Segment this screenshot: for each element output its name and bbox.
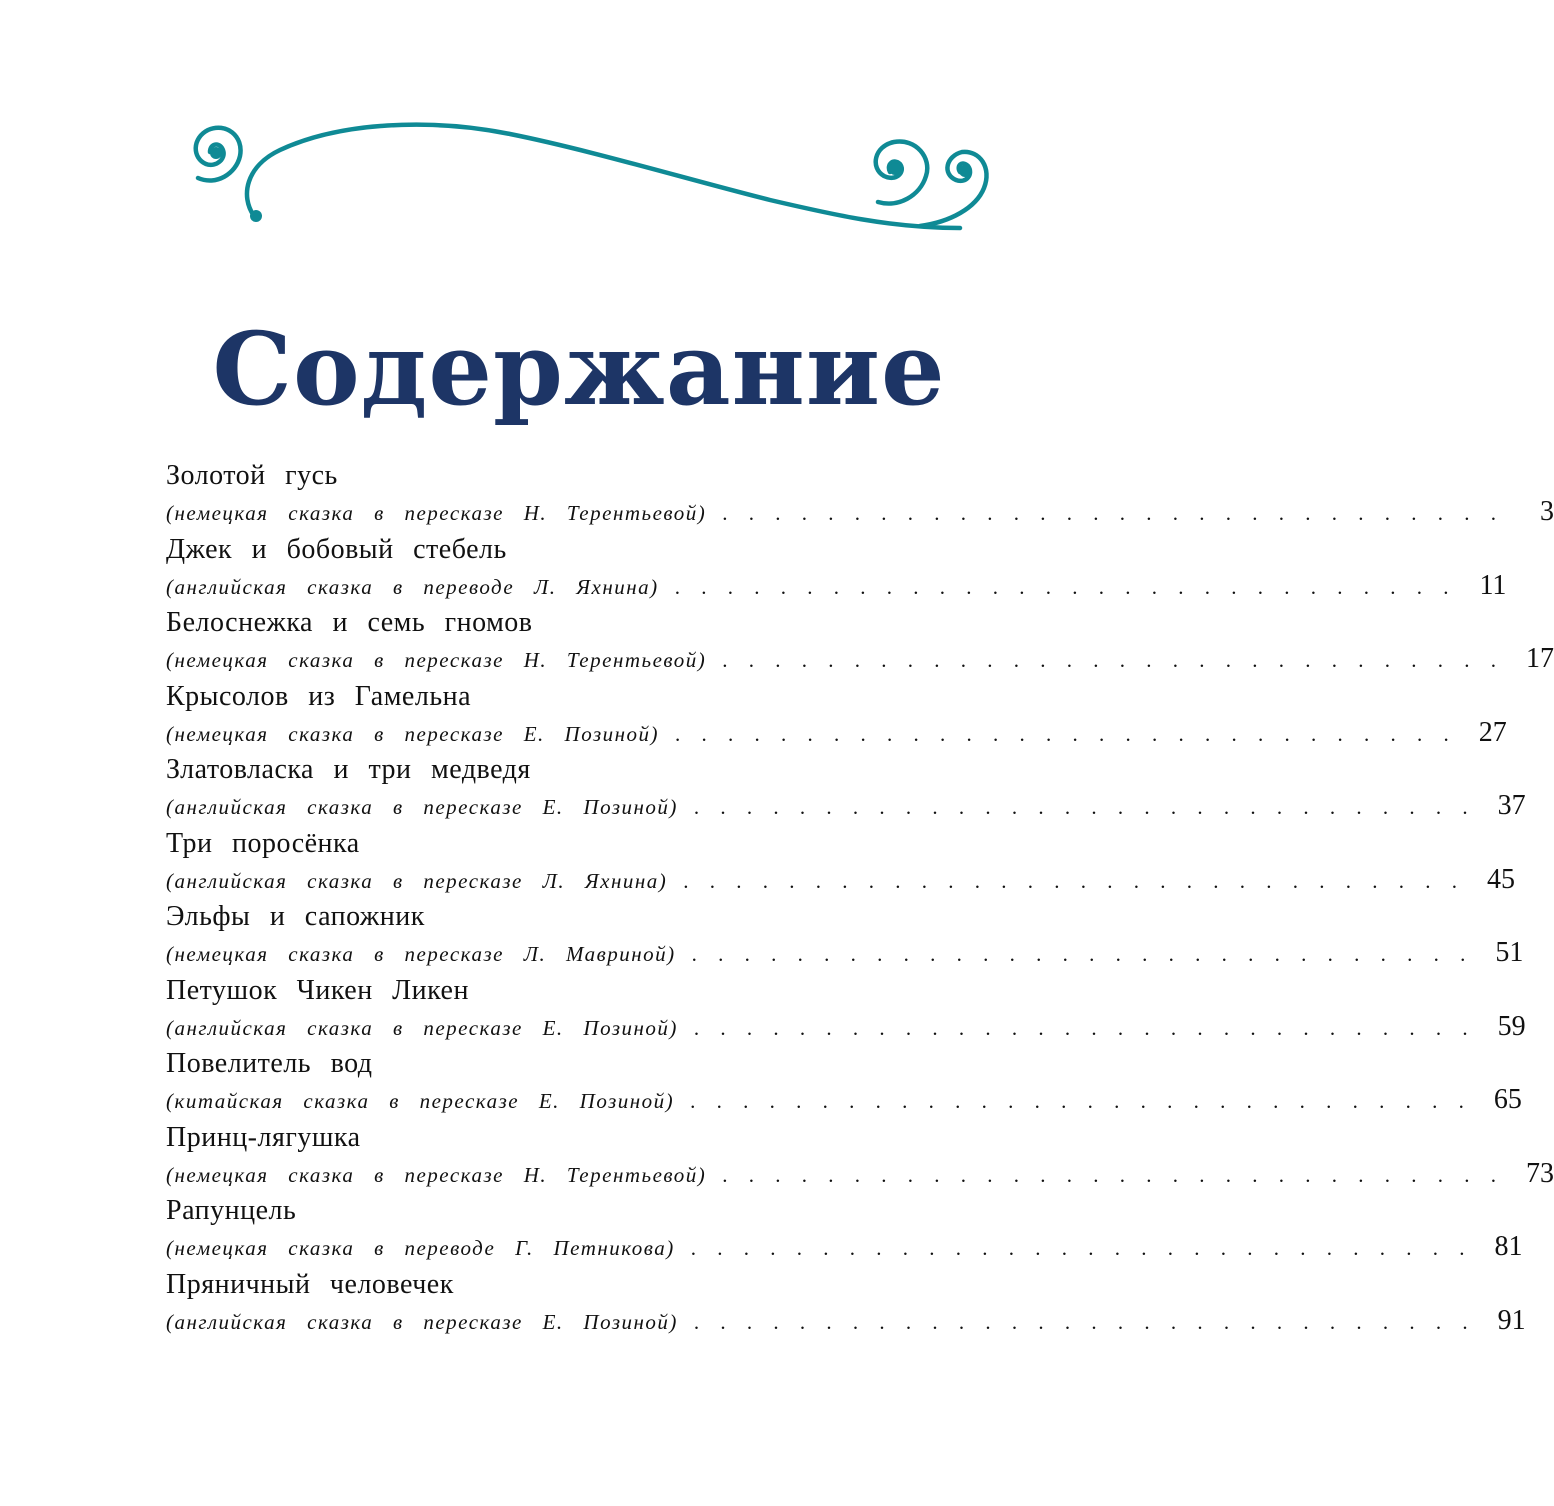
dot-leader: . . . . . . . . . . . . . . . . . . . . . . . . . . . . . . bbox=[690, 1089, 1472, 1113]
toc-entry[interactable] bbox=[166, 530, 1507, 604]
entry-title: Золотой гусь bbox=[166, 460, 338, 491]
entry-source-line bbox=[166, 1080, 1522, 1120]
dot-leader: . . . . . . . . . . . . . . . . . . . . . . . . . . . . . . bbox=[675, 721, 1457, 746]
entry-page-number: 37 bbox=[1497, 790, 1526, 821]
entry-page-number: 59 bbox=[1497, 1010, 1526, 1042]
toc-entry[interactable] bbox=[166, 897, 1524, 971]
dot-leader: . . . . . . . . . . . . . . . . . . . . . . . . . . . . . . bbox=[683, 868, 1466, 893]
dot-leader: . . . . . . . . . . . . . . . . . . . . . . . . . . . . . . bbox=[674, 574, 1457, 599]
entry-source-line bbox=[166, 1007, 1526, 1047]
toc-entry[interactable] bbox=[166, 603, 1554, 677]
toc-entry[interactable] bbox=[166, 750, 1526, 824]
entry-source: (английская сказка в пересказе Е. Позиной) bbox=[166, 1309, 678, 1334]
entry-source: (немецкая сказка в пересказе Н. Терентьевой) bbox=[166, 501, 707, 525]
entry-page-number: 91 bbox=[1497, 1304, 1526, 1336]
entry-title: Принц-лягушка bbox=[166, 1121, 361, 1153]
dot-leader: . . . . . . . . . . . . . . . . . . . . . . . . . . . . . . bbox=[690, 1236, 1473, 1260]
entry-source: (немецкая сказка в переводе Г. Петникова) bbox=[166, 1236, 675, 1260]
entry-title: Петушок Чикен Ликен bbox=[166, 974, 469, 1006]
entry-page-number: 45 bbox=[1487, 863, 1516, 895]
entry-title: Три поросёнка bbox=[166, 827, 360, 859]
entry-source-line bbox=[166, 639, 1554, 679]
entry-source-line bbox=[166, 1301, 1526, 1341]
dot-leader: . . . . . . . . . . . . . . . . . . . . . . . . . . . . . . bbox=[722, 648, 1504, 672]
entry-source-line bbox=[166, 713, 1507, 753]
page-title: Содержание bbox=[212, 310, 946, 428]
dot-leader: . . . . . . . . . . . . . . . . . . . . . . . . . . . . . . bbox=[693, 795, 1476, 819]
entry-source: (английская сказка в пересказе Е. Позиной) bbox=[166, 795, 678, 819]
entry-title: Златовласка и три медведя bbox=[166, 754, 531, 785]
entry-title: Джек и бобовый стебель bbox=[166, 533, 507, 565]
dot-leader: . . . . . . . . . . . . . . . . . . . . . . . . . . . . . . bbox=[722, 1162, 1504, 1187]
entry-source: (немецкая сказка в пересказе Л. Мавриной) bbox=[166, 942, 676, 966]
entry-source-line bbox=[166, 1154, 1554, 1194]
entry-source-line bbox=[166, 786, 1526, 826]
entry-title: Рапунцель bbox=[166, 1195, 297, 1226]
entry-source: (английская сказка в пересказе Л. Яхнина) bbox=[166, 868, 668, 893]
dot-leader: . . . . . . . . . . . . . . . . . . . . . . . . . . . . . . bbox=[693, 1015, 1476, 1040]
dot-leader: . . . . . . . . . . . . . . . . . . . . . . . . . . . . . . bbox=[691, 942, 1474, 966]
entry-source: (английская сказка в пересказе Е. Позиной) bbox=[166, 1015, 678, 1040]
entry-title: Эльфы и сапожник bbox=[166, 901, 425, 932]
entry-source: (немецкая сказка в пересказе Н. Терентьевой) bbox=[166, 1162, 707, 1187]
toc-entry[interactable] bbox=[166, 971, 1526, 1045]
entry-title: Крысолов из Гамельна bbox=[166, 680, 472, 712]
toc-entry[interactable] bbox=[166, 677, 1507, 751]
toc-entry[interactable] bbox=[166, 1265, 1526, 1339]
entry-source-line bbox=[166, 933, 1524, 973]
entry-source-line bbox=[166, 860, 1516, 900]
toc-entry[interactable] bbox=[166, 1191, 1523, 1265]
dot-leader: . . . . . . . . . . . . . . . . . . . . . . . . . . . . . . bbox=[722, 501, 1504, 525]
entry-source: (немецкая сказка в пересказе Е. Позиной) bbox=[166, 721, 660, 746]
entry-source-line bbox=[166, 492, 1554, 532]
toc-entry[interactable] bbox=[166, 1118, 1554, 1192]
entry-page-number: 65 bbox=[1493, 1084, 1522, 1115]
entry-source: (английская сказка в переводе Л. Яхнина) bbox=[166, 574, 659, 599]
toc-entry[interactable] bbox=[166, 456, 1554, 530]
entry-page-number: 17 bbox=[1526, 643, 1554, 674]
entry-source-line bbox=[166, 566, 1507, 606]
flourish-scroll-icon bbox=[170, 110, 990, 240]
entry-title: Белоснежка и семь гномов bbox=[166, 607, 533, 638]
entry-page-number: 3 bbox=[1540, 496, 1554, 527]
entry-page-number: 73 bbox=[1526, 1157, 1554, 1189]
entry-source: (китайская сказка в пересказе Е. Позиной) bbox=[166, 1089, 675, 1113]
table-of-contents bbox=[166, 456, 1554, 1338]
entry-source: (немецкая сказка в пересказе Н. Терентьевой) bbox=[166, 648, 707, 672]
entry-page-number: 81 bbox=[1494, 1231, 1523, 1262]
entry-title: Пряничный человечек bbox=[166, 1268, 454, 1300]
dot-leader: . . . . . . . . . . . . . . . . . . . . . . . . . . . . . . bbox=[693, 1309, 1476, 1334]
entry-source-line bbox=[166, 1227, 1523, 1267]
entry-page-number: 11 bbox=[1479, 569, 1507, 601]
toc-entry[interactable] bbox=[166, 1044, 1522, 1118]
entry-page-number: 51 bbox=[1495, 937, 1524, 968]
entry-page-number: 27 bbox=[1478, 716, 1507, 748]
toc-entry[interactable] bbox=[166, 824, 1516, 898]
entry-title: Повелитель вод bbox=[166, 1048, 373, 1079]
